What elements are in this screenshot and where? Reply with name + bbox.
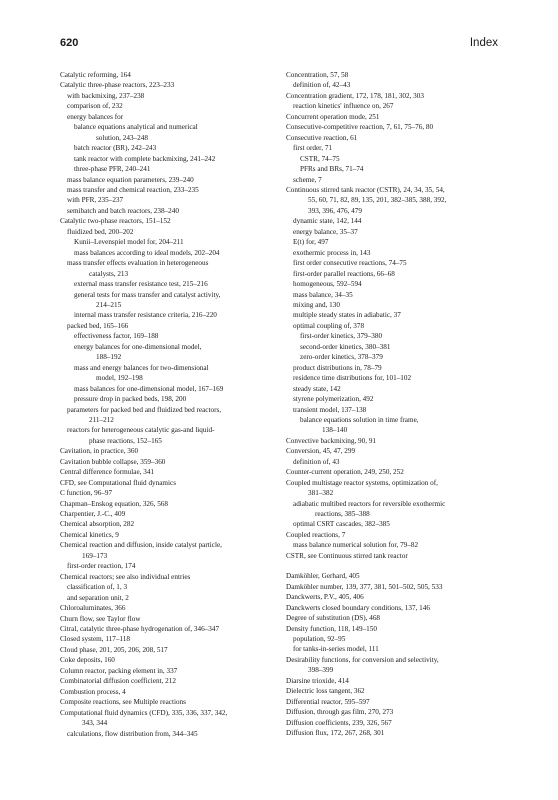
index-entry: Closed system, 117–118: [60, 635, 130, 644]
index-entry-continuation: 138–140: [322, 426, 348, 435]
index-entry: Cavitation, in practice, 360: [60, 447, 139, 456]
index-entry: residence time distributions for, 101–102: [293, 374, 412, 383]
index-entry: mass balances for one-dimensional model, 167–169: [74, 384, 224, 393]
index-entry: Catalytic reforming, 164: [60, 71, 131, 79]
index-entry: Danckwerts, P.V., 405, 406: [286, 593, 364, 602]
index-entry: Continuous stirred tank reactor (CSTR), 24, 34, 35, 54,: [286, 185, 445, 194]
index-entry: optimal CSRT cascades, 382–385: [293, 520, 390, 529]
index-entry: Damköhler, Gerhard, 405: [286, 572, 360, 581]
page-header: [60, 37, 498, 51]
index-entry: Danckwerts closed boundary conditions, 137, 146: [286, 603, 430, 612]
index-entry-continuation: model, 192–198: [96, 374, 143, 383]
index-entry: packed bed, 165–166: [67, 321, 129, 330]
index-entry: Concentration, 57, 58: [286, 71, 349, 79]
index-entry-continuation: solution, 243–248: [96, 133, 148, 142]
index-entry: first order, 71: [293, 144, 333, 153]
index-entry: mass balance numerical solution for, 79–82: [293, 541, 419, 550]
index-entry: first-order parallel reactions, 66–68: [293, 269, 395, 278]
index-entry: Cloud phase, 201, 205, 206, 208, 517: [60, 645, 168, 654]
index-entry: styrene polymerization, 492: [293, 395, 374, 404]
index-entry: energy balances for one-dimensional model,: [74, 342, 202, 351]
index-entry: fluidized bed, 200–202: [67, 227, 134, 236]
index-entry: calculations, flow distribution from, 344–345: [67, 729, 198, 738]
index-entry: and separation unit, 2: [67, 593, 129, 602]
index-entry: Chemical reaction and diffusion, inside catalyst particle,: [60, 541, 222, 550]
index-entry: mass and energy balances for two-dimensional: [74, 363, 209, 372]
index-entry: Charpentier, J.-C., 409: [60, 510, 126, 519]
index-entry: internal mass transfer resistance criteria, 216–220: [74, 311, 217, 320]
index-entry-continuation: phase reactions, 152–165: [89, 436, 162, 445]
index-entry: mass balance equation parameters, 239–240: [67, 175, 194, 184]
page-number: 620: [60, 37, 79, 49]
index-entry: Coke deposits, 160: [60, 656, 115, 665]
index-entry: energy balances for: [67, 112, 124, 121]
index-entry: Churn flow, see Taylor flow: [60, 614, 141, 623]
index-entry: Counter-current operation, 249, 250, 252: [286, 468, 404, 477]
index-entry: transient model, 137–138: [293, 405, 367, 414]
letter-group-gap: [286, 561, 504, 571]
index-entry-continuation: 169–173: [82, 551, 108, 560]
index-entry: parameters for packed bed and fluidized bed reactors,: [67, 405, 222, 414]
index-entry: first order consecutive reactions, 74–75: [293, 259, 407, 268]
index-entry: definition of, 42–43: [293, 81, 351, 90]
index-entry: reaction kinetics' influence on, 267: [293, 102, 394, 111]
index-entry: Conversion, 45, 47, 299: [286, 447, 356, 456]
index-entry: CFD, see Computational fluid dynamics: [60, 478, 176, 487]
index-entry: multiple steady states in adiabatic, 37: [293, 311, 401, 320]
index-entry: for tanks-in-series model, 111: [293, 645, 379, 654]
index-entry: Chemical kinetics, 9: [60, 530, 119, 539]
index-entry: Chloroaluminates, 366: [60, 604, 126, 613]
index-entry: CSTR, see Continuous stirred tank reactor: [286, 551, 408, 560]
index-entry-continuation: 381–382: [308, 489, 334, 498]
index-entry: Degree of substitution (DS), 468: [286, 614, 381, 623]
index-entry-continuation: 398–399: [308, 666, 334, 675]
index-entry: Consecutive-competitive reaction, 7, 61, 75–76, 80: [286, 123, 434, 132]
index-entry: Convective backmixing, 90, 91: [286, 436, 377, 445]
index-entry: Differential reactor, 595–597: [286, 697, 370, 706]
index-entry: Coupled reactions, 7: [286, 530, 346, 539]
index-entry: Damköhler number, 139, 377, 381, 501–502, 505, 533: [286, 582, 443, 591]
index-entry: Diffusion flux, 172, 267, 268, 301: [286, 729, 385, 738]
index-entry: with PFR, 235–237: [67, 196, 124, 205]
index-entry-continuation: reactions, 385–388: [315, 510, 370, 519]
index-entry: E(t) for, 497: [293, 238, 329, 247]
index-entry: steady state, 142: [293, 384, 341, 393]
index-entry: C function, 96–97: [60, 489, 113, 498]
index-entry: Consecutive reaction, 61: [286, 133, 358, 142]
index-entry: Diffusion, through gas film, 270, 273: [286, 708, 394, 717]
index-entry: exothermic process in, 143: [293, 248, 371, 257]
index-entry-continuation: 214–215: [96, 300, 122, 309]
index-entry: Central difference formulae, 341: [60, 468, 155, 477]
index-entry: first-order reaction, 174: [67, 562, 136, 571]
index-entry: Diarsine trioxide, 414: [286, 676, 349, 685]
index-entry: CSTR, 74–75: [300, 154, 340, 163]
index-entry: tank reactor with complete backmixing, 241–242: [74, 154, 216, 163]
index-entry: Dielectric loss tangent, 362: [286, 687, 365, 696]
index-entry: balance equations analytical and numerical: [74, 123, 198, 132]
index-entry-continuation: 188–192: [96, 353, 122, 362]
index-entry: Chemical reactors; see also individual entries: [60, 572, 191, 581]
index-entry-continuation: 393, 396, 476, 479: [308, 206, 362, 215]
index-entry: second-order kinetics, 380–381: [300, 342, 391, 351]
index-entry: reactors for heterogeneous catalytic gas-and liquid-: [67, 426, 215, 435]
index-entry: with backmixing, 237–238: [67, 91, 145, 100]
index-entry: homogeneous, 592–594: [293, 280, 362, 289]
index-entry: PFRs and BRs, 71–74: [300, 165, 364, 174]
index-entry: first-order kinetics, 379–380: [300, 332, 383, 341]
index-entry: mass balance, 34–35: [293, 290, 353, 299]
index-entry: three-phase PFR, 240–241: [74, 165, 151, 174]
index-entry: energy balance, 35–37: [293, 227, 358, 236]
index-entry: general tests for mass transfer and catalyst activity,: [74, 290, 221, 299]
index-entry: batch reactor (BR), 242–243: [74, 144, 157, 153]
index-entry: comparison of, 232: [67, 102, 123, 111]
index-entry: mass balances according to ideal models, 202–204: [74, 248, 220, 257]
index-entry: Composite reactions, see Multiple reactions: [60, 698, 186, 707]
index-entry: adiabatic multibed reactors for reversible exothermic: [293, 499, 446, 508]
index-entry: zero-order kinetics, 378–379: [300, 353, 383, 362]
index-entry-continuation: 55, 60, 71, 82, 89, 135, 201, 382–385, 388, 392,: [308, 196, 447, 205]
index-column-right: [286, 70, 504, 739]
index-entry: Combustion process, 4: [60, 687, 126, 696]
index-entry-continuation: 211–212: [89, 415, 114, 424]
index-entry: definition of, 43: [293, 457, 340, 466]
index-entry: Chapman–Enskog equation, 326, 568: [60, 499, 168, 508]
index-entry-continuation: 343, 344: [82, 719, 108, 728]
index-entry: product distributions in, 78–79: [293, 363, 382, 372]
index-entry: mixing and, 130: [293, 300, 340, 309]
index-entry: mass transfer and chemical reaction, 233–235: [67, 185, 199, 194]
index-entry: Concurrent operation mode, 251: [286, 112, 380, 121]
index-entry: Computational fluid dynamics (CFD), 335, 336, 337, 342,: [60, 708, 228, 717]
index-entry: effectiveness factor, 169–188: [74, 332, 159, 341]
section-title: Index: [469, 37, 498, 49]
index-entry: Coupled multistage reactor systems, optimization of,: [286, 478, 438, 487]
index-column-left: [60, 70, 278, 739]
index-entry: external mass transfer resistance test, 215–216: [74, 280, 208, 289]
index-entry: Diffusion coefficients, 239, 326, 567: [286, 718, 392, 727]
index-entry: pressure drop in packed beds, 198, 200: [74, 395, 187, 404]
index-entry: scheme, 7: [293, 175, 322, 184]
index-entry: Catalytic three-phase reactors, 223–233: [60, 81, 175, 90]
index-entry: classification of, 1, 3: [67, 583, 128, 592]
index-entry: mass transfer effects evaluation in heterogeneous: [67, 259, 209, 268]
index-entry: Combinatorial diffusion coefficient, 212: [60, 677, 176, 686]
index-entry: Column reactor, packing element in, 337: [60, 666, 178, 675]
index-entry: population, 92–95: [293, 635, 346, 644]
index-entry: semibatch and batch reactors, 238–240: [67, 206, 179, 215]
index-entry: Chemical absorption, 282: [60, 520, 135, 529]
index-entry: Cavitation bubble collapse, 359–360: [60, 457, 166, 466]
index-entry: Kunii–Levenspiel model for, 204–211: [74, 238, 184, 247]
index-entry: Concentration gradient, 172, 178, 181, 302, 303: [286, 91, 424, 100]
index-entry: dynamic state, 142, 144: [293, 217, 362, 226]
index-entry: Catalytic two-phase reactors, 151–152: [60, 217, 171, 226]
index-entry-continuation: catalysts, 213: [89, 269, 129, 278]
index-entry: Desirability functions, for conversion and selectivity,: [286, 655, 439, 664]
index-entry: optimal coupling of, 378: [293, 321, 365, 330]
index-entry: Density function, 118, 149–150: [286, 624, 377, 633]
index-entry: balance equations solution in time frame,: [300, 415, 419, 424]
index-entry: Citral, catalytic three-phase hydrogenation of, 346–347: [60, 625, 220, 634]
